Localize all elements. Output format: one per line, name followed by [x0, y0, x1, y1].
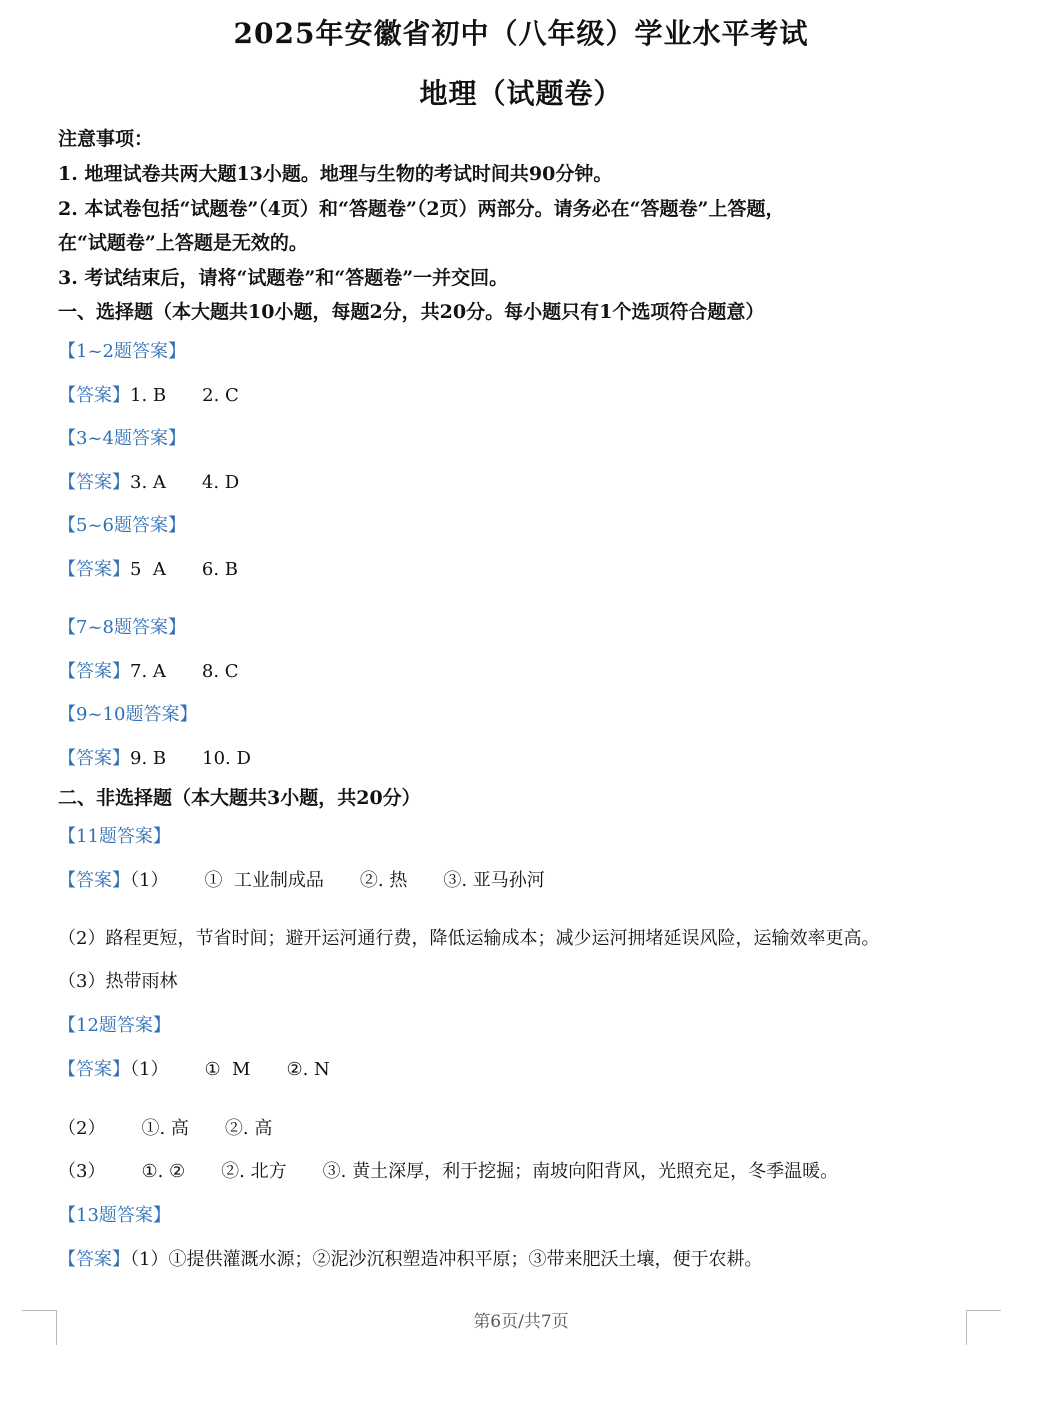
- answer-value: 5 A: [130, 559, 166, 580]
- part-prefix: （2）: [58, 1118, 106, 1139]
- answer-tag: 【答案】: [58, 661, 130, 682]
- answer-row-4: [58, 657, 239, 683]
- answer-value: 1. B: [130, 385, 167, 406]
- q11-label: 【11题答案】: [58, 826, 171, 847]
- part-prefix: （1）: [130, 870, 169, 891]
- q11-part3: （3）热带雨林: [58, 971, 178, 992]
- answer-tag: 【答案】: [58, 1059, 130, 1080]
- group-label-5: 【9~10题答案】: [58, 704, 198, 725]
- q11-part2: （2）路程更短，节省时间；避开运河通行费，降低运输成本；减少运河拥堵延误风险，运输效率更高。: [58, 928, 880, 949]
- answer-tag: 【答案】: [58, 472, 130, 493]
- part-prefix: （1）: [130, 1059, 169, 1080]
- q12-part2: [58, 1114, 272, 1140]
- q12-label: 【12题答案】: [58, 1015, 171, 1036]
- answer-value: 4. D: [201, 472, 240, 493]
- answer-value: 7. A: [130, 661, 166, 682]
- answer-row-5: [58, 744, 251, 770]
- answer-value: 2. C: [202, 385, 239, 406]
- answer-row-2: [58, 468, 239, 494]
- answer-item: ①. ②: [141, 1161, 186, 1182]
- q11-part1: [58, 866, 545, 892]
- page-number: 第6页/共7页: [473, 1312, 569, 1332]
- q13-label: 【13题答案】: [58, 1205, 171, 1226]
- answer-value: 8. C: [201, 661, 239, 682]
- answer-value: 3. A: [130, 472, 166, 493]
- answer-item: ③. 亚马孙河: [443, 870, 545, 891]
- answer-value: 6. B: [201, 559, 239, 580]
- group-label-3: 【5~6题答案】: [58, 515, 186, 536]
- answer-item: ①. 高: [141, 1118, 189, 1139]
- answer-value: 10. D: [202, 748, 251, 769]
- part-prefix: （3）: [58, 1161, 106, 1182]
- q12-part3: [58, 1157, 838, 1183]
- notice-heading: 注意事项：: [58, 128, 154, 150]
- section1-heading: 一、选择题（本大题共10小题，每题2分，共20分。每小题只有1个选项符合题意）: [58, 301, 765, 323]
- answer-tag: 【答案】: [58, 1249, 130, 1270]
- group-label-4: 【7~8题答案】: [58, 617, 186, 638]
- group-label-2: 【3~4题答案】: [58, 428, 186, 449]
- answer-item: ① M: [204, 1059, 251, 1080]
- notice-item-2b: 在“试题卷”上答题是无效的。: [58, 232, 308, 254]
- answer-row-1: [58, 381, 239, 407]
- answer-tag: 【答案】: [58, 870, 130, 891]
- answer-item: ②. 热: [359, 870, 408, 891]
- section2-heading: 二、非选择题（本大题共3小题，共20分）: [58, 787, 421, 809]
- answer-text: （1）①提供灌溉水源；②泥沙沉积塑造冲积平原；③带来肥沃土壤，便于农耕。: [130, 1249, 763, 1270]
- exam-title: 2025年安徽省初中（八年级）学业水平考试: [233, 17, 809, 50]
- answer-tag: 【答案】: [58, 559, 130, 580]
- answer-item: ②. 高: [224, 1118, 273, 1139]
- answer-item: ②. 北方: [221, 1161, 287, 1182]
- answer-item: ① 工业制成品: [204, 870, 324, 891]
- answer-tag: 【答案】: [58, 748, 130, 769]
- notice-item-3: 3. 考试结束后，请将“试题卷”和“答题卷”一并交回。: [58, 267, 509, 289]
- notice-item-1: 1. 地理试卷共两大题13小题。地理与生物的考试时间共90分钟。: [58, 163, 613, 185]
- q13-part1: [58, 1245, 762, 1271]
- answer-tag: 【答案】: [58, 385, 130, 406]
- answer-value: 9. B: [130, 748, 167, 769]
- answer-item: ②. N: [286, 1059, 330, 1080]
- answer-row-3: [58, 555, 238, 581]
- q12-part1: [58, 1055, 330, 1081]
- exam-subtitle: 地理（试题卷）: [419, 77, 623, 110]
- group-label-1: 【1~2题答案】: [58, 341, 186, 362]
- notice-item-2a: 2. 本试卷包括“试题卷”（4页）和“答题卷”（2页）两部分。请务必在“答题卷”上答题，: [58, 198, 785, 220]
- answer-item: ③. 黄土深厚，利于挖掘；南坡向阳背风，光照充足，冬季温暖。: [322, 1161, 839, 1182]
